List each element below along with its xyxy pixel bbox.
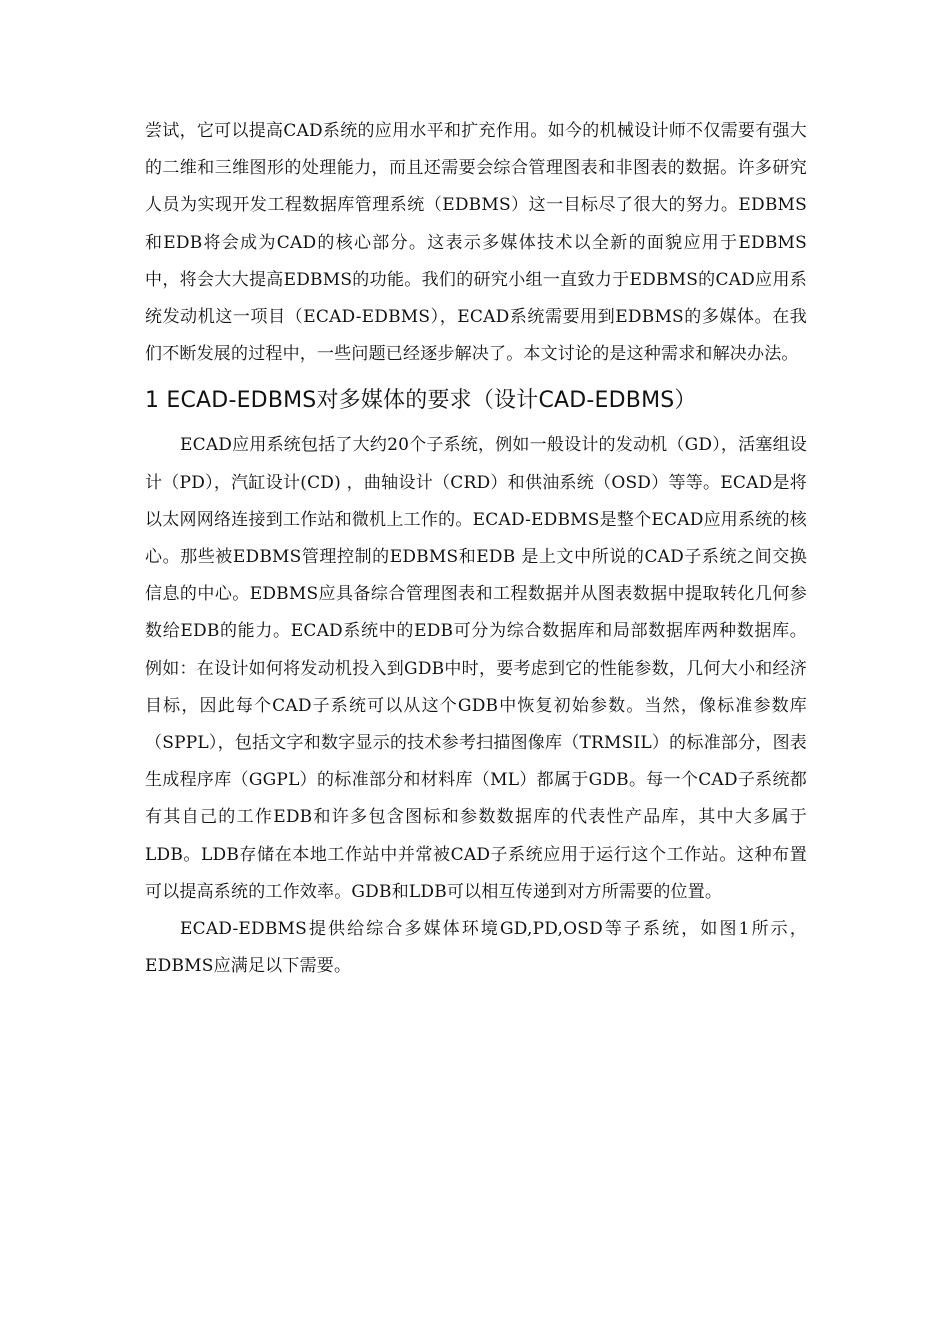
- document-body: [145, 113, 807, 985]
- section-paragraph: ECAD应用系统包括了大约20个子系统，例如一般设计的发动机（GD），活塞组设计（PD），汽缸设计(CD) ，曲轴设计（CRD）和供油系统（OSD）等等。ECAD是将以太网网络连接到工作站和微机上工作的。ECAD-EDBMS是整个ECAD应用系统的核心。那些被EDBMS管理控制的EDBMS和EDB 是上文中所说的CAD子系统之间交换信息的中心。EDBMS应具备综合管理图表和工程数据并从图表数据中提取转化几何参数给EDB的能力。ECAD系统中的EDB可分为综合数据库和局部数据库两种数据库。例如：在设计如何将发动机投入到GDB中时，要考虑到它的性能参数，几何大小和经济目标，因此每个CAD子系统可以从这个GDB中恢复初始参数。当然，像标准参数库（SPPL），包括文字和数字显示的技术参考扫描图像库（TRMSIL）的标准部分，图表生成程序库（GGPL）的标准部分和材料库（ML）都属于GDB。每一个CAD子系统都有其自己的工作EDB和许多包含图标和参数数据库的代表性产品库，其中大多属于LDB。LDB存储在本地工作站中并常被CAD子系统应用于运行这个工作站。这种布置可以提高系统的工作效率。GDB和LDB可以相互传递到对方所需要的位置。: [145, 435, 807, 902]
- section-heading: 1 ECAD-EDBMS对多媒体的要求（设计CAD-EDBMS）: [145, 388, 697, 414]
- section-paragraph: ECAD-EDBMS提供给综合多媒体环境GD,PD,OSD等子系统，如图1所示，EDBMS应满足以下需要。: [145, 919, 807, 977]
- intro-paragraph: 尝试，它可以提高CAD系统的应用水平和扩充作用。如今的机械设计师不仅需要有强大的二维和三维图形的处理能力，而且还需要会综合管理图表和非图表的数据。许多研究人员为实现开发工程数据库管理系统（EDBMS）这一目标尽了很大的努力。EDBMS和EDB将会成为CAD的核心部分。这表示多媒体技术以全新的面貌应用于EDBMS中，将会大大提高EDBMS的功能。我们的研究小组一直致力于EDBMS的CAD应用系统发动机这一项目（ECAD-EDBMS），ECAD系统需要用到EDBMS的多媒体。在我们不断发展的过程中，一些问题已经逐步解决了。本文讨论的是这种需求和解决办法。: [145, 121, 807, 365]
